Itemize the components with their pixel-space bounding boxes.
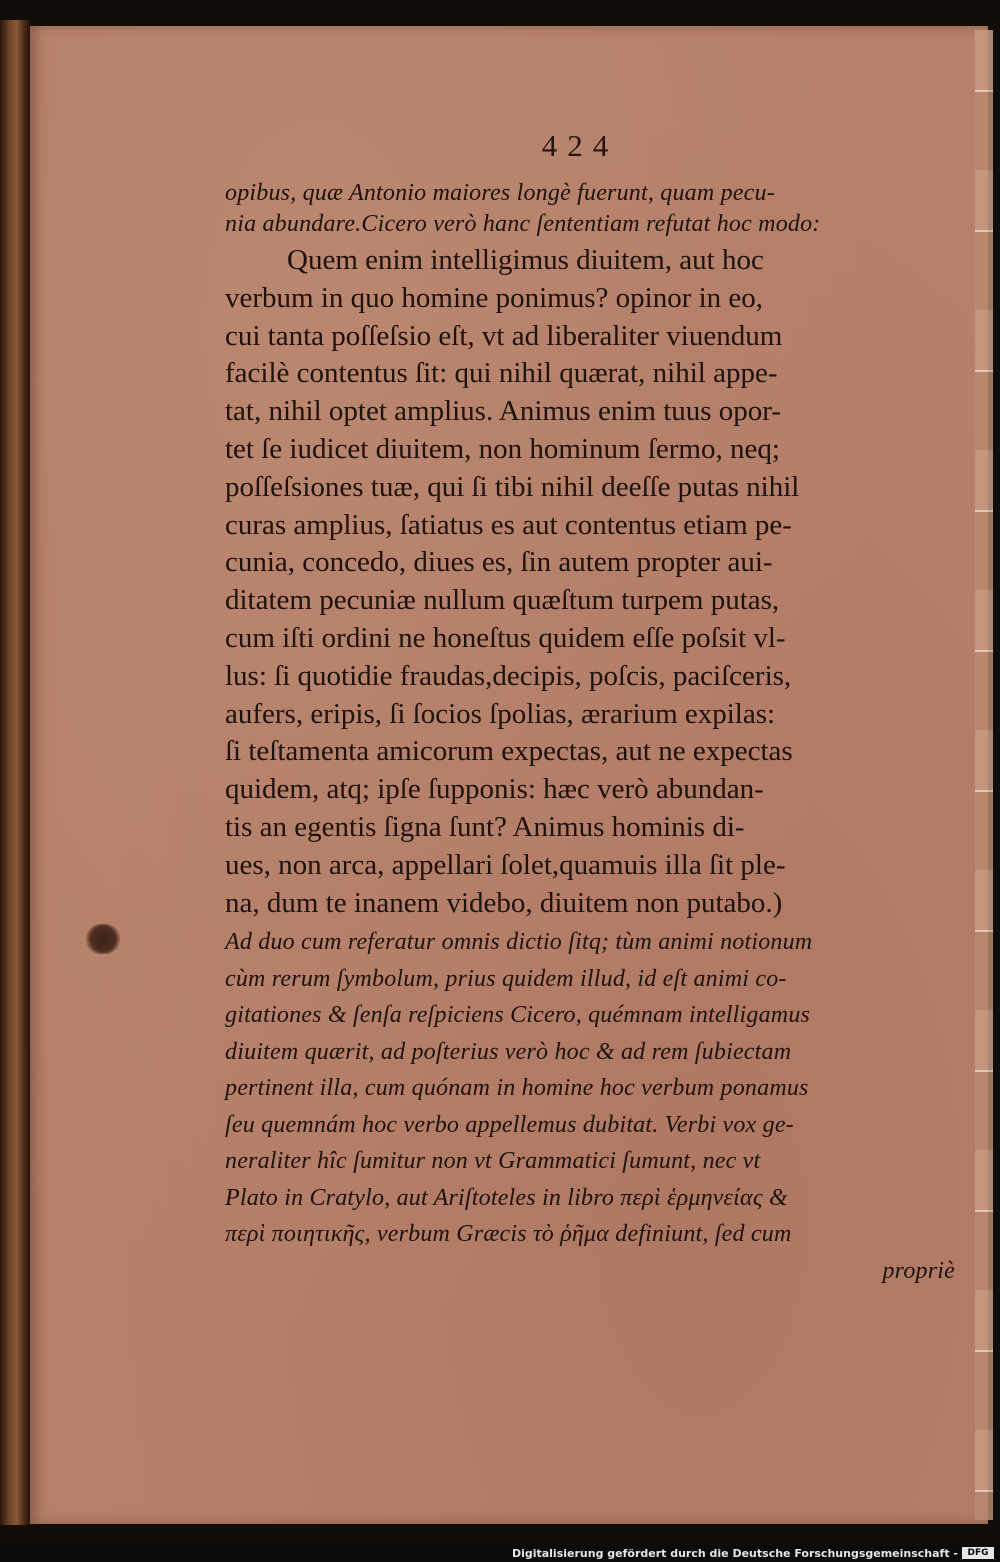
text-line: verbum in quo homine ponimus? opinor in eo,	[225, 281, 764, 314]
text-line: Ad duo cum referatur omnis dictio ſitq; tùm animi notionum	[225, 929, 813, 956]
dfg-logo: DFG	[962, 1547, 994, 1559]
text-line: ſi teſtamenta amicorum expectas, aut ne expectas	[225, 735, 793, 768]
text-line: opibus, quæ Antonio maiores longè fuerunt, quam pecu-	[225, 180, 775, 206]
text-line: neraliter hîc ſumitur non vt Grammatici ſumunt, nec vt	[225, 1148, 761, 1175]
text-line: Plato in Cratylo, aut Ariſtoteles in libro περὶ ἑρμηνείας &	[225, 1184, 788, 1211]
digitization-footer	[0, 1545, 1000, 1562]
text-line: tis an egentis ſigna ſunt? Animus hominis di-	[225, 810, 745, 843]
text-line: na, dum te inanem videbo, diuitem non putabo.)	[225, 886, 783, 919]
text-line: περὶ ποιητικῆς, verbum Græcis τὸ ῥῆμα definiunt, ſed cum	[225, 1221, 792, 1248]
funding-credit: Digitalisierung gefördert durch die Deutsche Forschungsgemeinschaft -	[511, 1547, 958, 1560]
text-line: cui tanta poſſeſsio eſt, vt ad liberaliter viuendum	[225, 319, 783, 352]
text-line: pertinent illa, cum quónam in homine hoc verbum ponamus	[225, 1075, 809, 1102]
quote-paragraph	[225, 242, 955, 922]
text-line: curas amplius, ſatiatus es aut contentus etiam pe-	[225, 508, 792, 541]
text-line: ditatem pecuniæ nullum quæſtum turpem putas,	[225, 584, 780, 617]
text-line: cùm rerum ſymbolum, prius quidem illud, id eſt animi co-	[225, 965, 787, 992]
ink-stain	[86, 924, 120, 954]
text-line: Quem enim intelligimus diuitem, aut hoc	[287, 244, 764, 276]
page-text	[225, 178, 955, 1289]
text-line: gitationes & ſenſa reſpiciens Cicero, quémnam intelligamus	[225, 1002, 811, 1029]
text-line: poſſeſsiones tuæ, qui ſi tibi nihil deeſſe putas nihil	[225, 470, 800, 503]
text-line: nia abundare.Cicero verò hanc ſententiam refutat hoc modo:	[225, 211, 821, 237]
text-line: cum iſti ordini ne honeſtus quidem eſſe poſsit vl-	[225, 621, 786, 654]
book-spine	[0, 20, 30, 1525]
text-line: tat, nihil optet amplius. Animus enim tuus opor-	[225, 395, 782, 428]
text-line: facilè contentus ſit: qui nihil quærat, nihil appe-	[225, 357, 778, 390]
text-line: aufers, eripis, ſi ſocios ſpolias, ærarium expilas:	[225, 697, 776, 730]
text-line: lus: ſi quotidie fraudas,decipis, poſcis, paciſceris,	[225, 659, 792, 692]
catchword: propriè	[882, 1257, 955, 1284]
text-line: ues, non arca, appellari ſolet,quamuis illa ſit ple-	[225, 848, 786, 881]
text-line: cunia, concedo, diues es, ſin autem propter aui-	[225, 546, 773, 579]
text-line: quidem, atq; ipſe ſupponis: hæc verò abundan-	[225, 773, 764, 806]
text-line: ſeu quemnám hoc verbo appellemus dubitat. Verbi vox ge-	[225, 1111, 794, 1138]
commentary-paragraph	[225, 924, 955, 1289]
page-edge	[975, 30, 993, 1520]
page-number: 424	[541, 128, 619, 163]
intro-paragraph	[225, 178, 955, 240]
text-line: diuitem quærit, ad poſterius verò hoc & ad rem ſubiectam	[225, 1038, 792, 1065]
text-line: tet ſe iudicet diuitem, non hominum ſermo, neq;	[225, 432, 780, 465]
